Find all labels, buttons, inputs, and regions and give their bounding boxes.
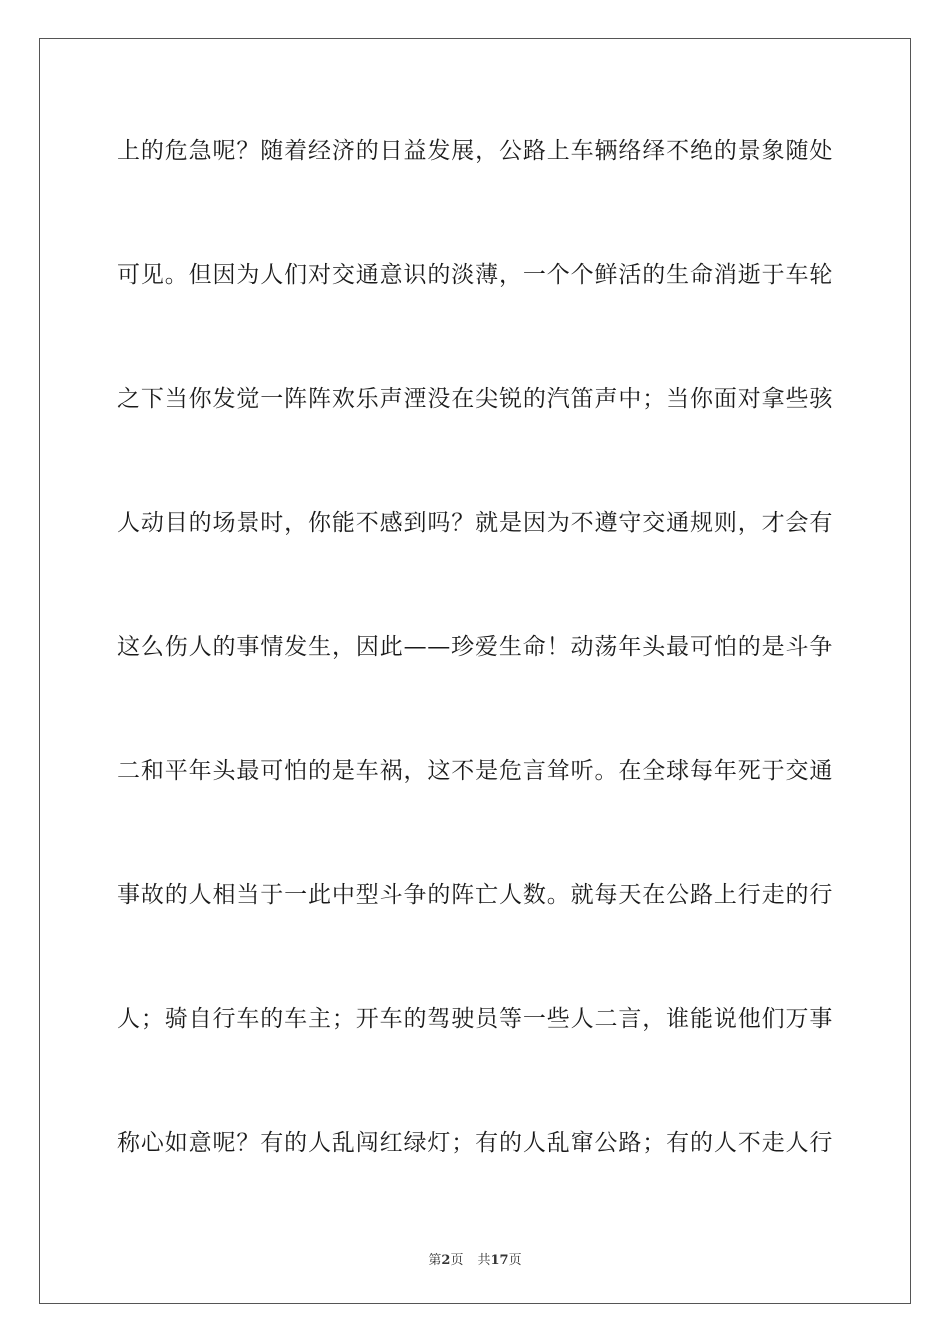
text-line-5: 这么伤人的事情发生，因此——珍爱生命！动荡年头最可怕的是斗争 bbox=[117, 634, 833, 660]
page-prefix: 第 bbox=[428, 1253, 442, 1268]
text-line-7: 事故的人相当于一此中型斗争的阵亡人数。就每天在公路上行走的行 bbox=[117, 882, 833, 908]
page-suffix: 页 bbox=[450, 1253, 464, 1268]
text-line-4: 人动目的场景时，你能不感到吗？就是因为不遵守交通规则，才会有 bbox=[117, 510, 833, 536]
text-line-2: 可见。但因为人们对交通意识的淡薄，一个个鲜活的生命消逝于车轮 bbox=[117, 262, 833, 288]
page-number: 2 bbox=[441, 1253, 451, 1268]
total-prefix: 共 bbox=[477, 1253, 491, 1268]
page-footer bbox=[0, 1249, 950, 1268]
text-line-3: 之下当你发觉一阵阵欢乐声湮没在尖锐的汽笛声中；当你面对拿些骇 bbox=[117, 386, 833, 412]
text-line-1: 上的危急呢？随着经济的日益发展，公路上车辆络绎不绝的景象随处 bbox=[117, 138, 833, 164]
document-body bbox=[117, 127, 833, 1243]
text-line-8: 人；骑自行车的车主；开车的驾驶员等一些人二言，谁能说他们万事 bbox=[117, 1006, 833, 1032]
total-pages: 17 bbox=[490, 1253, 509, 1268]
text-line-6: 二和平年头最可怕的是车祸，这不是危言耸听。在全球每年死于交通 bbox=[117, 758, 833, 784]
total-suffix: 页 bbox=[508, 1253, 522, 1268]
text-line-9: 称心如意呢？有的人乱闯红绿灯；有的人乱窜公路；有的人不走人行 bbox=[117, 1130, 833, 1156]
